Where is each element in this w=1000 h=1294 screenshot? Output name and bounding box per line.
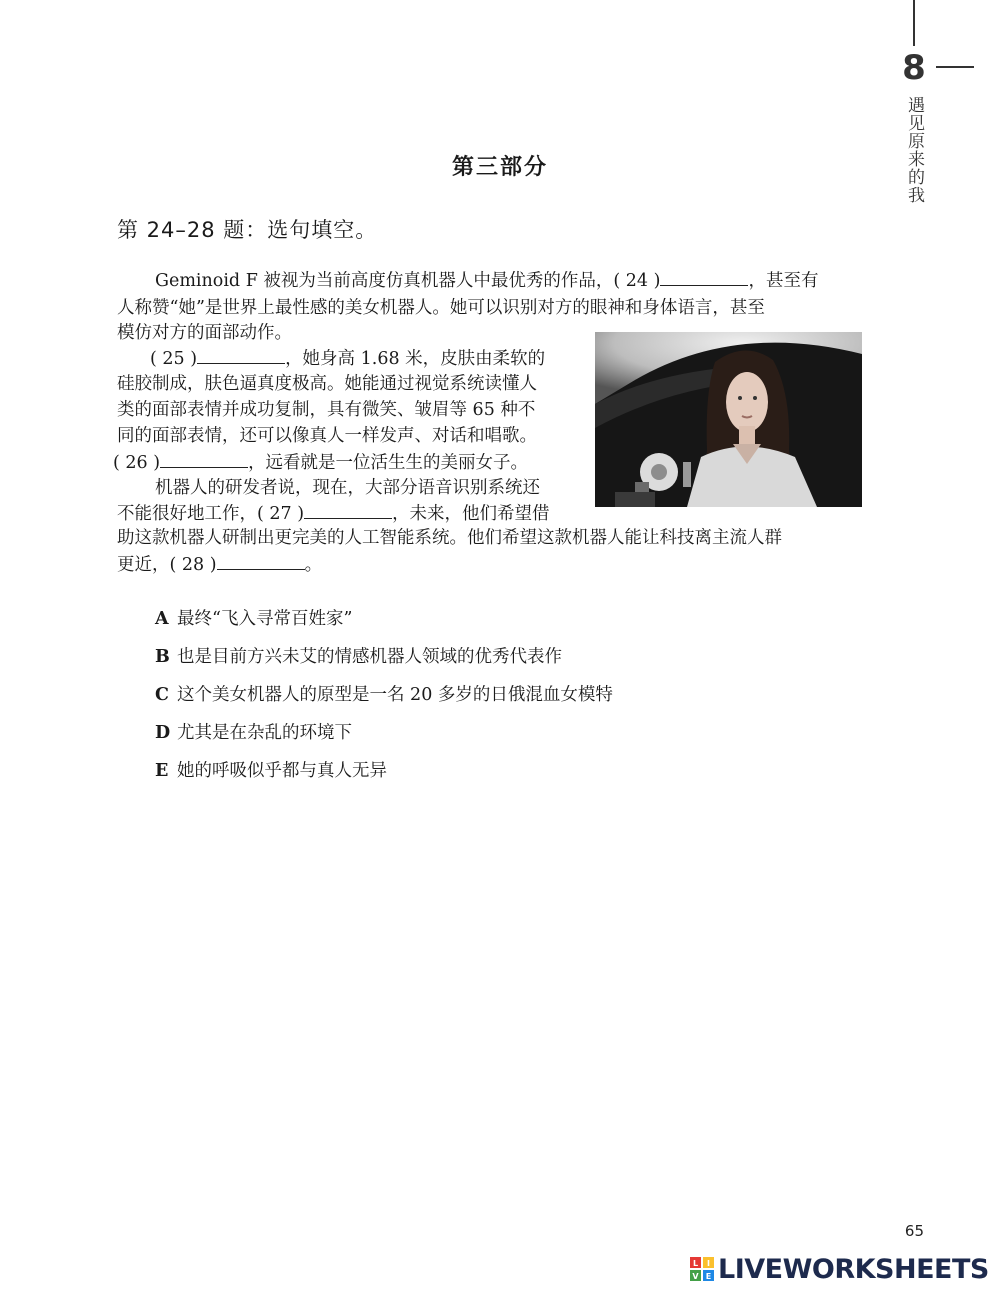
- answer-blank-26[interactable]: [160, 450, 248, 468]
- svg-text:L: L: [692, 1259, 699, 1268]
- passage-line: 更近，( 28 ) 。: [117, 552, 322, 577]
- svg-text:V: V: [692, 1272, 699, 1281]
- svg-text:E: E: [705, 1272, 712, 1281]
- passage-line: 模仿对方的面部动作。: [117, 323, 292, 343]
- passage-line: 不能很好地工作，( 27 ) ，未来，他们希望借: [117, 501, 550, 526]
- passage-line: Geminoid F 被视为当前高度仿真机器人中最优秀的作品，( 24 ) ，甚至有: [155, 268, 818, 293]
- chapter-number: 8: [902, 48, 926, 88]
- brand-name: LIVEWORKSHEETS: [718, 1253, 989, 1285]
- page-number: 65: [904, 1222, 924, 1240]
- option-c: C 这个美女机器人的原型是一名 20 多岁的日俄混血女模特: [155, 685, 613, 705]
- passage-line: 硅胶制成，肤色逼真度极高。她能通过视觉系统读懂人: [117, 374, 537, 394]
- option-e: E 她的呼吸似乎都与真人无异: [155, 761, 387, 781]
- option-a: A 最终“飞入寻常百姓家”: [155, 609, 353, 629]
- live-badge-icon: [690, 1257, 714, 1281]
- svg-text:I: I: [707, 1259, 710, 1268]
- passage-line: ( 26 ) ，远看就是一位活生生的美丽女子。: [113, 450, 528, 475]
- section-title: 第三部分: [451, 155, 548, 180]
- chapter-title: 遇见原来的我: [904, 96, 924, 204]
- answer-blank-27[interactable]: [304, 501, 392, 519]
- passage-line: 类的面部表情并成功复制，具有微笑、皱眉等 65 种不: [117, 400, 536, 420]
- passage-line: 机器人的研发者说，现在，大部分语音识别系统还: [155, 478, 540, 498]
- passage-line: ( 25 ) ，她身高 1.68 米，皮肤由柔软的: [150, 346, 545, 371]
- chapter-tab-rule: [936, 66, 974, 68]
- liveworksheets-logo[interactable]: [690, 1254, 989, 1284]
- instruction: 第 24–28 题：选句填空。: [117, 218, 378, 242]
- chapter-tab-divider: [913, 0, 915, 46]
- answer-blank-24[interactable]: [660, 268, 748, 286]
- robot-photo: [595, 332, 862, 507]
- passage-line: 人称赞“她”是世界上最性感的美女机器人。她可以识别对方的眼神和身体语言，甚至: [117, 298, 765, 318]
- option-d: D 尤其是在杂乱的环境下: [155, 723, 352, 743]
- robot-photo-illustration: [595, 332, 862, 507]
- passage-line: 同的面部表情，还可以像真人一样发声、对话和唱歌。: [117, 426, 537, 446]
- answer-blank-25[interactable]: [197, 346, 285, 364]
- passage-line: 助这款机器人研制出更完美的人工智能系统。他们希望这款机器人能让科技离主流人群: [117, 528, 782, 548]
- option-b: B 也是目前方兴未艾的情感机器人领域的优秀代表作: [155, 647, 562, 667]
- answer-blank-28[interactable]: [217, 552, 305, 570]
